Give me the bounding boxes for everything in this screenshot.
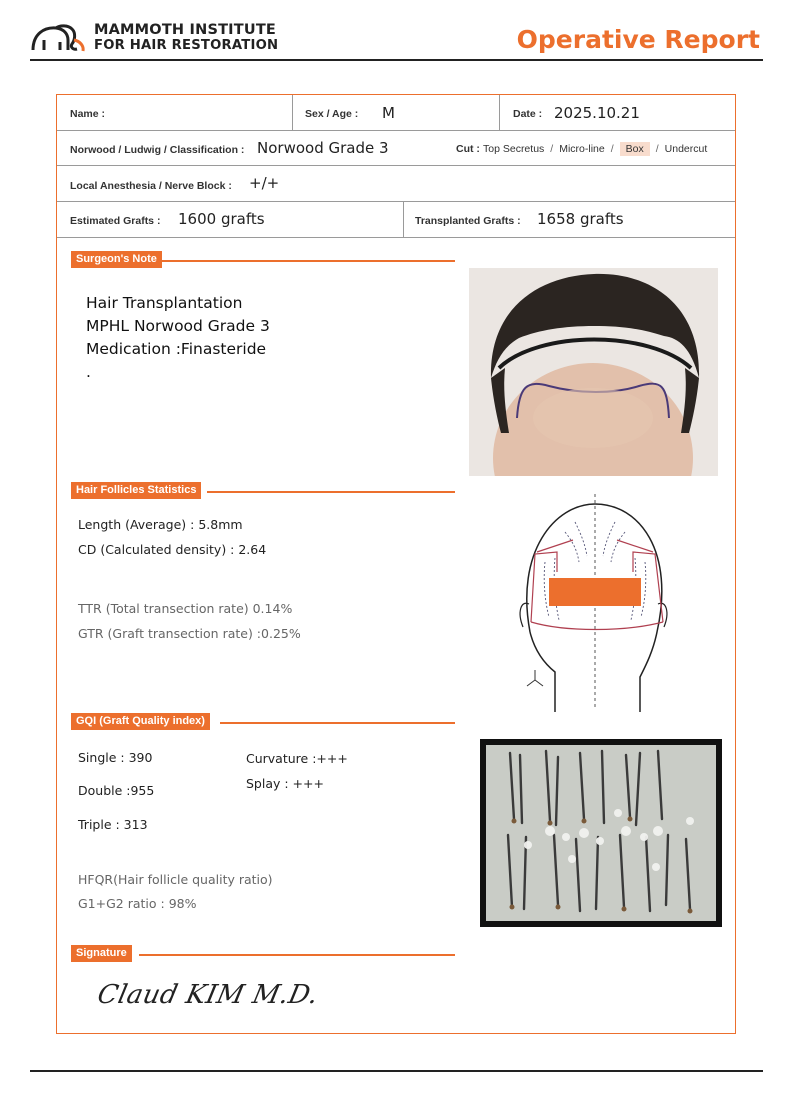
name-label: Name : bbox=[70, 108, 106, 120]
note-line: Medication :Finasteride bbox=[86, 340, 267, 358]
anesthesia-value[interactable]: +/+ bbox=[249, 174, 280, 192]
note-line: MPHL Norwood Grade 3 bbox=[86, 317, 270, 335]
cut-option-box[interactable]: Box bbox=[620, 142, 650, 156]
graft-samples-photo bbox=[480, 739, 722, 927]
g1-g2-ratio: G1+G2 ratio : 98% bbox=[78, 896, 197, 911]
estimated-grafts-label: Estimated Grafts : bbox=[70, 215, 161, 227]
length-average: Length (Average) : 5.8mm bbox=[78, 517, 243, 532]
estimated-grafts-value[interactable]: 1600 grafts bbox=[178, 210, 265, 228]
gqi-double: Double :955 bbox=[78, 783, 155, 798]
donor-area-diagram bbox=[515, 492, 680, 712]
divider bbox=[499, 95, 500, 130]
total-transection-rate: TTR (Total transection rate) 0.14% bbox=[78, 601, 293, 616]
gqi-triple: Triple : 313 bbox=[78, 817, 148, 832]
institute-logo bbox=[30, 20, 290, 56]
calculated-density: CD (Calculated density) : 2.64 bbox=[78, 542, 267, 557]
divider bbox=[403, 201, 404, 237]
cut-option-micro-line[interactable]: Micro-line bbox=[559, 143, 605, 155]
hfqr-label: HFQR(Hair follicle quality ratio) bbox=[78, 872, 273, 887]
section-rule bbox=[139, 954, 455, 956]
page-title: Operative Report bbox=[516, 25, 760, 54]
transplanted-grafts-label: Transplanted Grafts : bbox=[415, 215, 521, 227]
section-rule bbox=[160, 260, 455, 262]
follicle-stats-heading: Hair Follicles Statistics bbox=[71, 482, 201, 499]
classification-label: Norwood / Ludwig / Classification : bbox=[70, 144, 245, 156]
surgeons-note-heading: Surgeon's Note bbox=[71, 251, 162, 268]
note-line: . bbox=[86, 363, 91, 381]
footer-divider bbox=[30, 1070, 763, 1072]
surgeons-note-text bbox=[86, 292, 270, 384]
gqi-curvature: Curvature :+++ bbox=[246, 751, 348, 766]
signature-heading: Signature bbox=[71, 945, 132, 962]
cut-option-undercut[interactable]: Undercut bbox=[664, 143, 708, 155]
date-label: Date : bbox=[513, 108, 543, 120]
gqi-single: Single : 390 bbox=[78, 750, 153, 765]
gqi-heading: GQI (Graft Quality index) bbox=[71, 713, 210, 730]
anesthesia-label: Local Anesthesia / Nerve Block : bbox=[70, 180, 232, 192]
gqi-splay: Splay : +++ bbox=[246, 776, 324, 791]
patient-hairline-photo bbox=[469, 268, 718, 476]
mammoth-icon bbox=[30, 22, 90, 54]
note-line: Hair Transplantation bbox=[86, 294, 243, 312]
sex-age-label: Sex / Age : bbox=[305, 108, 359, 120]
cut-options: Top Secretus / Micro-line / Box / Undercut bbox=[483, 143, 708, 155]
section-rule bbox=[207, 491, 455, 493]
transplanted-grafts-value[interactable]: 1658 grafts bbox=[537, 210, 624, 228]
institute-name-line2: FOR HAIR RESTORATION bbox=[94, 38, 279, 53]
cut-label: Cut : bbox=[456, 143, 480, 155]
surgeon-signature: Claud KIM M.D. bbox=[94, 980, 322, 1010]
sex-age-value[interactable]: M bbox=[382, 104, 395, 122]
institute-name-line1: MAMMOTH INSTITUTE bbox=[94, 22, 277, 38]
graft-transection-rate: GTR (Graft transection rate) :0.25% bbox=[78, 626, 301, 641]
cut-option-top-secretus[interactable]: Top Secretus bbox=[483, 143, 545, 155]
header-divider bbox=[30, 59, 763, 61]
classification-value[interactable]: Norwood Grade 3 bbox=[257, 139, 389, 157]
section-rule bbox=[220, 722, 455, 724]
date-value[interactable]: 2025.10.21 bbox=[554, 104, 640, 122]
divider bbox=[292, 95, 293, 130]
